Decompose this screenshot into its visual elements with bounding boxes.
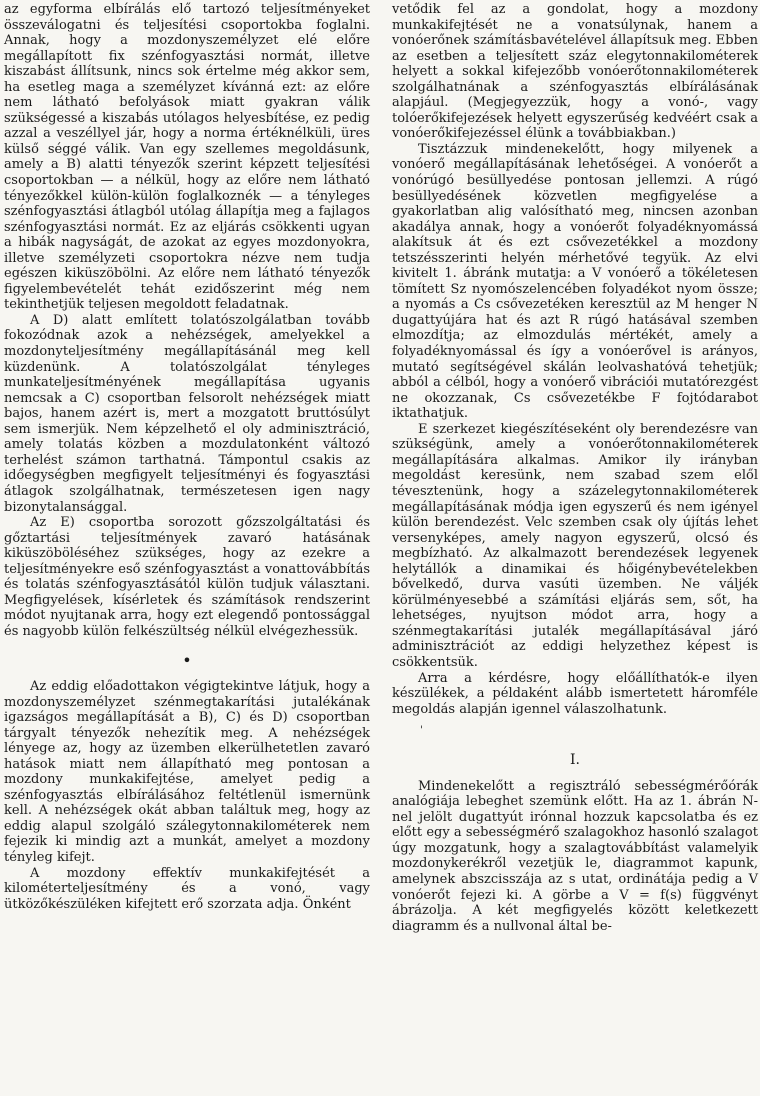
section-heading: I. [570, 752, 580, 769]
paragraph: az egyforma elbírálás elő tartozó teljesítményeket összeválogatni és teljesítési csoportokba foglalni. Annak, hogy a mozdonyszemélyzet elé előre megállapított fix szénfogyasztási normát, illetve kiszabást állítsunk, nincs sok értelme még akkor sem, ha esetleg maga a személyzet kívánná ezt: az előre nem látható befolyások miatt gyakran válik szükségessé a kiszabás utólagos helyesbítése, ez pedig azzal a veszéllyel jár, hogy a norma értéknélküli, üres külső séggé válik. Van egy szellemes megoldásunk, amely a B) alatti tényezők szerint képzett teljesítési csoportokban — a nélkül, hogy az előre nem látható tényezőkkel külön-külön foglalkoznék — a tényleges szénfogyasztási átlagból utólag állapítja meg a fajlagos szénfogyasztási normát. Ez az eljárás csökkenti ugyan a hibák nagyságát, de azokat az egyes mozdonyokra, illetve személyzeti csoportokra nézve nem tudja egészen kiküszöbölni. Az előre nem látható tényezők figyelembevételét tehát ezidőszerint még nem tekinthetjük teljesen megoldott feladatnak. [4, 2, 370, 313]
paragraph: Mindenekelőtt a regisztráló sebességmérőórák analógiája lebeghet szemünk előtt. Ha az 1. ábrán N-nel jelölt dugattyút irónnal hozzuk kapcsolatba és ez előtt egy a sebességmérő szalagokhoz hasonló szalagot úgy mozgatunk, hogy a szalagtovábbítást valamelyik mozdonykerékről vezetjük le, diagrammot kapunk, amelynek abszcisszája az s utat, ordinátája pedig a V vonóerőt fejezi ki. A görbe a V = f(s) függvényt ábrázolja. A két megfigyelés között keletkezett diagramm és a nullvonal által be- [392, 778, 758, 934]
paragraph: Tisztázzuk mindenekelőtt, hogy milyenek a vonóerő megállapításának lehetőségei. A vonóerőt a vonórúgó besüllyedése pontosan jellemzi. A rúgó besüllyedésének közvetlen megfigyelése a gyakorlatban alig valósítható meg, nincsen azonban akadálya annak, hogy a vonóerőt folyadéknyomássá alakítsuk át és ezt csővezetékkel a mozdony tetszésszerinti helyén mérhetővé tegyük. Az elvi kivitelt 1. ábránk mutatja: a V vonóerő a tökéletesen tömített Sz nyomószelencében folyadékot nyom össze; a nyomás a Cs csővezetéken keresztül az M henger N dugattyújára hat és azt R rúgó hatásával szemben elmozdítja; az elmozdulás mértékét, amely a folyadéknyomással és így a vonóerővel is arányos, mutató segítségével skálán leolvashatóvá tehetjük; abból a célból, hogy a vonóerő vibrációi mutatórezgést ne okozzanak, Cs csővezetékbe F fojtódarabot iktathatjuk. [392, 141, 758, 422]
paragraph: Az eddig előadottakon végigtekintve látjuk, hogy a mozdonyszemélyzet szénmegtakarítási jutalékának igazságos megállapítását a B), C) és D) csoportban tárgyalt tényezők nehezítik meg. A nehézségek lényege az, hogy az üzemben elkerülhetetlen zavaró hatások miatt nem állapítható meg pontosan a mozdony munkakifejtése, amelyet pedig a szénfogyasztás elbírálásához feltétlenül ismernünk kell. A nehézségek okát abban találtuk meg, hogy az eddig alapul szolgáló szálegytonnakilométerek nem fejezik ki mindig azt a munkát, amelyet a mozdony tényleg kifejt. [4, 678, 370, 865]
paragraph: Arra a kérdésre, hogy előállíthatók-e ilyen készülékek, a példaként alább ismertetett háromféle megoldás alapján igennel válaszolhatunk. [392, 670, 758, 717]
paragraph: vetődik fel az a gondolat, hogy a mozdony munkakifejtését ne a vonatsúlynak, hanem a vonóerőnek számításbavételével állapítsuk meg. Ebben az esetben a teljesített száz elegytonnakilométerek helyett a sokkal kifejezőbb vonóerőtonnakilométerek szolgálhatnának a szénfogyasztás elbírálásának alapjául. (Megjegyezzük, hogy a vonó-, vagy tolóerőkifejezések helyett egyszerűség kedvéért csak a vonóerőkifejezéssel élünk a továbbiakban.) [392, 2, 758, 142]
section-separator-bullet: • [182, 651, 192, 671]
stray-mark: ' [420, 725, 423, 737]
paragraph: E szerkezet kiegészítéseként oly berendezésre van szükségünk, amely a vonóerőtonnakilométerek megállapítására alkalmas. Amikor ily irányban megoldást keresünk, nem szabad szem elől tévesztenünk, hogy a százelegytonnakilométerek megállapításának módja igen egyszerű és nem igényel külön berendezést. Velc szemben csak oly újítás lehet versenyképes, amely nagyon egyszerű, olcsó és megbízható. Az alkalmazott berendezések legyenek helytállók a dinamikai és hőigénybevételekben bővelkedő, durva vasúti üzemben. Ne váljék körülményesebbé a számítási eljárás sem, sőt, ha lehetséges, nyujtson módot arra, hogy a szénmegtakarítási jutalék megállapításával járó adminisztrációt az eddigi helyzethez képest is csökkentsük. [392, 421, 758, 670]
paragraph: A D) alatt említett tolatószolgálatban tovább fokozódnak azok a nehézségek, amelyekkel a mozdonyteljesítmény megállapításánál meg kell küzdenünk. A tolatószolgálat tényleges munkateljesítményének megállapítása ugyanis nemcsak a C) csoportban felsorolt nehézségek miatt bajos, hanem azért is, mert a mozgatott bruttósúlyt sem ismerjük. Nem képzelhető el oly adminisztráció, amely tolatás közben a mozdulatonként változó terhelést számon tarthatná. Támpontul csakis az időegységben megfigyelt teljesítményi és fogyasztási átlagok szolgálhatnak, természetesen igen nagy bizonytalansággal. [4, 312, 370, 515]
paragraph: A mozdony effektív munkakifejtését a kilométerteljesítmény és a vonó, vagy ütközőkészüléken kifejtett erő szorzata adja. Önként [4, 865, 370, 912]
right-column [392, 2, 758, 934]
paragraph: Az E) csoportba sorozott gőzszolgáltatási és gőztartási teljesítmények zavaró hatásának kiküszöböléséhez szükséges, hogy az ezekre a teljesítményekre eső szénfogyasztást a vonattovábbítás és tolatás szénfogyasztásától külön tudjuk választani. Megfigyelések, kísérletek és számítások rendszerint módot nyujtanak arra, hogy ezt elegendő pontossággal és nagyobb külön felkészültség nélkül elvégezhessük. [4, 515, 370, 639]
left-column [4, 2, 370, 912]
